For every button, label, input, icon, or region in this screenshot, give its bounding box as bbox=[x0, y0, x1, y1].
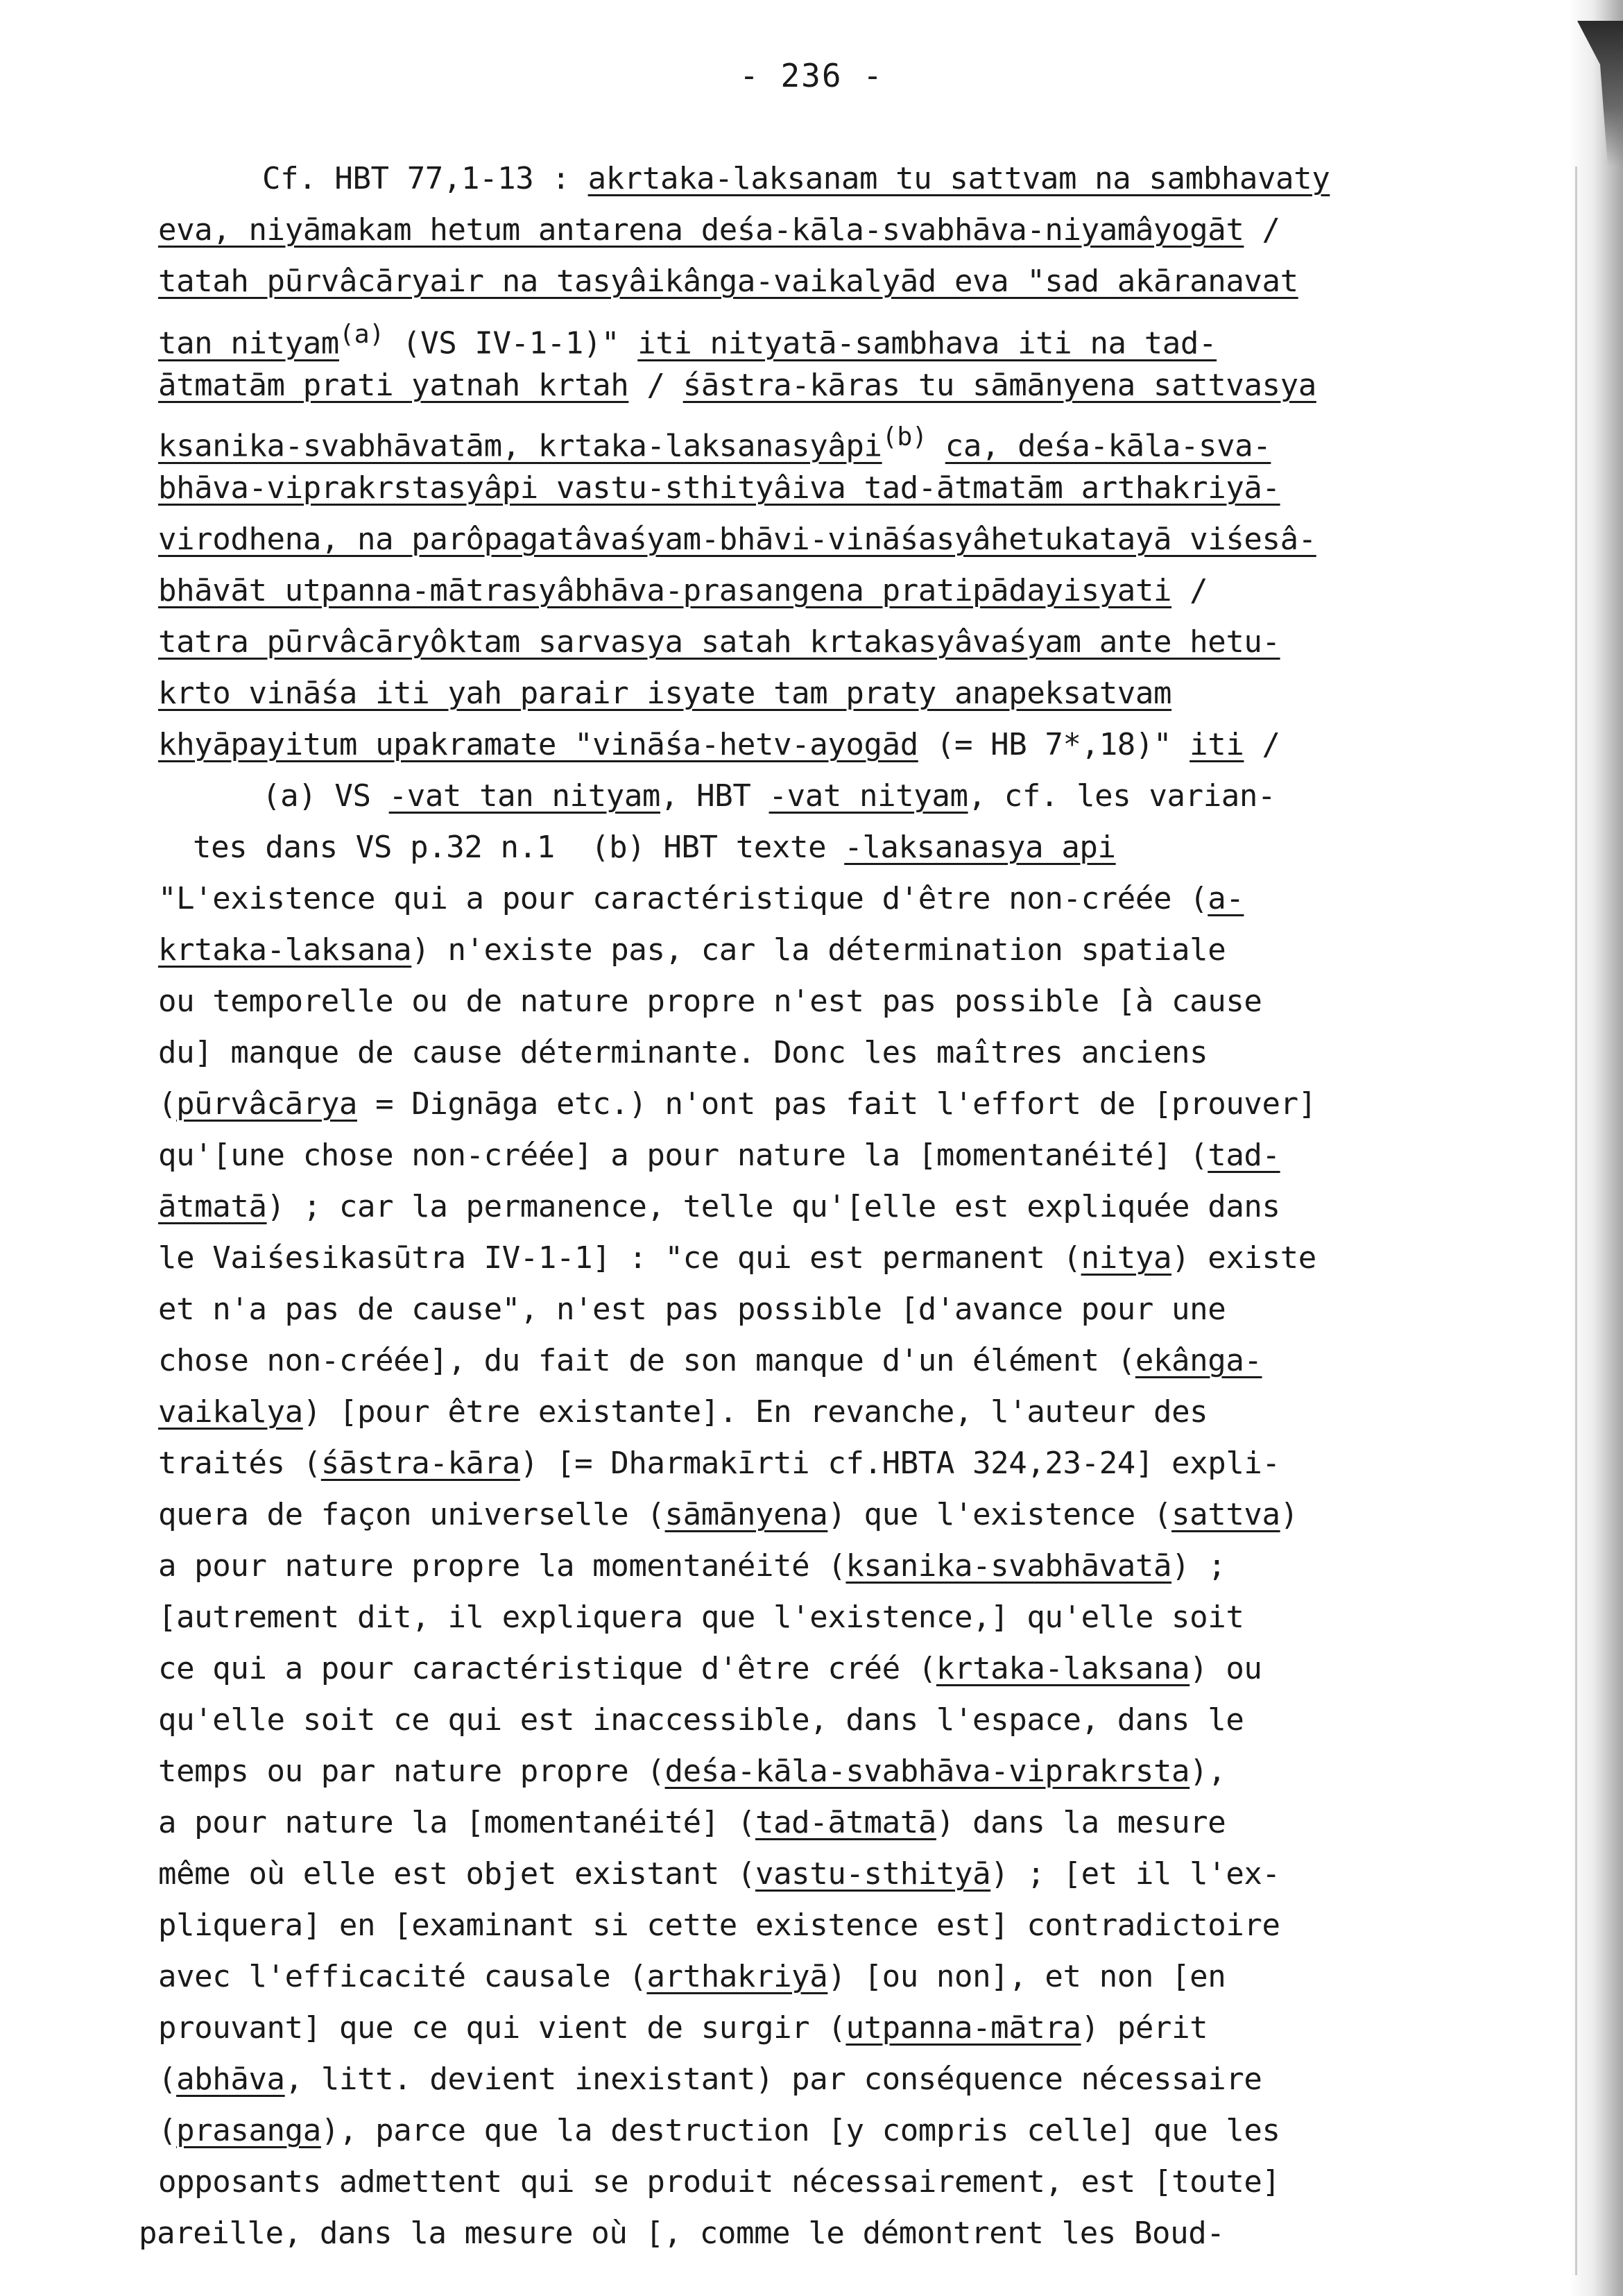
text-line bbox=[158, 1699, 1244, 1741]
text-segment: ) dans la mesure bbox=[936, 1805, 1226, 1840]
text-segment: pliquera] en [examinant si cette existence est] contradictoire bbox=[158, 1908, 1280, 1943]
underlined-term: krtaka-laksana bbox=[158, 932, 412, 968]
text-segment: (a) VS bbox=[262, 778, 389, 814]
text-segment: du] manque de cause déterminante. Donc les maîtres anciens bbox=[158, 1035, 1208, 1070]
text-segment: a pour nature propre la momentanéité ( bbox=[158, 1548, 846, 1584]
page-edge-line bbox=[1575, 166, 1577, 2275]
text-segment: a pour nature la [momentanéité] ( bbox=[158, 1805, 755, 1840]
underlined-term: prasanga bbox=[176, 2113, 321, 2148]
text-segment: (VS IV-1-1)" bbox=[384, 325, 638, 361]
text-line bbox=[158, 1289, 1226, 1330]
text-segment: ), parce que la destruction [y compris celle] que les bbox=[320, 2113, 1280, 2148]
underlined-term: sāmānyena bbox=[664, 1497, 828, 1532]
text-line bbox=[158, 1751, 1226, 1792]
text-segment: temps ou par nature propre ( bbox=[158, 1754, 665, 1789]
text-segment: / bbox=[1244, 212, 1280, 248]
text-segment: qu'[une chose non-créée] a pour nature la [momentanéité] ( bbox=[158, 1138, 1208, 1173]
page-number: - 236 - bbox=[739, 57, 884, 94]
text-line bbox=[158, 1135, 1280, 1176]
underlined-term: -laksanasya api bbox=[844, 830, 1116, 865]
text-segment: ) ; car la permanence, telle qu'[elle est expliquée dans bbox=[266, 1189, 1280, 1224]
underlined-term: ātmatā bbox=[158, 1189, 267, 1224]
underlined-term: vaikalya bbox=[158, 1394, 303, 1430]
footnote-marker: (b) bbox=[882, 422, 927, 452]
text-segment: / bbox=[1244, 727, 1280, 762]
underlined-term: ca, deśa-kāla-sva- bbox=[945, 428, 1271, 464]
text-line bbox=[262, 158, 1330, 200]
text-segment: même où elle est objet existant ( bbox=[158, 1856, 755, 1892]
text-segment: Cf. HBT 77,1-13 : bbox=[262, 161, 588, 196]
text-line bbox=[158, 929, 1226, 971]
text-line bbox=[158, 416, 1271, 468]
text-segment: tes dans VS p.32 n.1 (b) HBT texte bbox=[193, 830, 845, 865]
text-segment: ) [= Dharmakīrti cf.HBTA 324,23-24] expli- bbox=[519, 1446, 1280, 1481]
text-line bbox=[139, 2213, 1224, 2254]
underlined-term: -vat tan nityam bbox=[388, 778, 660, 814]
text-line bbox=[158, 1802, 1226, 1844]
underlined-term: ksanika-svabhāvatām, krtaka-laksanasyâpi bbox=[158, 428, 882, 464]
text-segment: , HBT bbox=[660, 778, 769, 814]
underlined-term: ksanika-svabhāvatā bbox=[845, 1548, 1172, 1584]
text-line bbox=[158, 1032, 1208, 1074]
text-segment: ou temporelle ou de nature propre n'est pas possible [à cause bbox=[158, 984, 1262, 1019]
text-segment: (= HB 7*,18)" bbox=[918, 727, 1190, 762]
text-segment: ) ou bbox=[1190, 1651, 1262, 1686]
text-line bbox=[158, 1597, 1244, 1638]
text-segment: = Dignāga etc.) n'ont pas fait l'effort de [prouver] bbox=[357, 1086, 1316, 1122]
text-segment: pareille, dans la mesure où [, comme le démontrent les Boud- bbox=[139, 2216, 1225, 2251]
text-line bbox=[158, 1494, 1298, 1536]
text-line bbox=[158, 1956, 1226, 1998]
text-line bbox=[158, 2110, 1280, 2152]
text-segment: ( bbox=[158, 2062, 177, 2097]
text-line bbox=[158, 1391, 1208, 1433]
text-line bbox=[158, 1905, 1280, 1946]
text-segment: , cf. les varian- bbox=[968, 778, 1276, 814]
underlined-term: tatra pūrvâcāryôktam sarvasya satah krtakasyâvaśyam ante hetu- bbox=[158, 624, 1280, 660]
text-line bbox=[158, 1340, 1262, 1382]
underlined-term: utpanna-mātra bbox=[845, 2010, 1081, 2046]
text-line bbox=[158, 314, 1217, 365]
text-line bbox=[158, 622, 1280, 663]
text-segment: ) que l'existence ( bbox=[827, 1497, 1172, 1532]
text-line bbox=[158, 1083, 1316, 1125]
text-line bbox=[158, 2007, 1208, 2049]
underlined-term: arthakriyā bbox=[646, 1959, 828, 1994]
text-line bbox=[262, 776, 1276, 817]
underlined-term: eva, niyāmakam hetum antarena deśa-kāla-svabhāva-niyamâyogāt bbox=[158, 212, 1244, 248]
underlined-term: vastu-sthityā bbox=[755, 1856, 991, 1892]
text-segment: ) périt bbox=[1081, 2010, 1208, 2046]
text-segment: ), bbox=[1190, 1754, 1226, 1789]
text-line bbox=[158, 261, 1298, 302]
text-segment: prouvant] que ce qui vient de surgir ( bbox=[158, 2010, 846, 2046]
text-line bbox=[158, 1237, 1316, 1279]
underlined-term: iti nityatā-sambhava iti na tad- bbox=[637, 325, 1217, 361]
text-line bbox=[158, 673, 1171, 714]
text-segment: quera de façon universelle ( bbox=[158, 1497, 665, 1532]
text-segment bbox=[927, 429, 945, 464]
text-segment: ) n'existe pas, car la détermination spatiale bbox=[411, 932, 1226, 968]
text-line bbox=[158, 1853, 1280, 1895]
underlined-term: virodhena, na parôpagatâvaśyam-bhāvi-vināśasyâhetukatayā viśesâ- bbox=[158, 522, 1316, 557]
text-segment: traités ( bbox=[158, 1446, 321, 1481]
footnote-marker: (a) bbox=[338, 319, 384, 349]
underlined-term: deśa-kāla-svabhāva-viprakrsta bbox=[664, 1754, 1190, 1789]
text-line bbox=[158, 1648, 1262, 1690]
text-segment: ( bbox=[158, 2113, 177, 2148]
text-line bbox=[158, 519, 1316, 560]
text-line bbox=[158, 2059, 1262, 2100]
text-segment: "L'existence qui a pour caractéristique d'être non-créée ( bbox=[158, 881, 1208, 916]
underlined-term: ātmatām prati yatnah krtah bbox=[158, 368, 629, 403]
underlined-term: bhāvāt utpanna-mātrasyâbhāva-prasangena pratipādayisyati bbox=[158, 573, 1172, 608]
underlined-term: bhāva-viprakrstasyâpi vastu-sthityâiva tad-ātmatām arthakriyā- bbox=[158, 470, 1280, 506]
text-line bbox=[158, 570, 1208, 612]
text-segment: ) bbox=[1280, 1497, 1298, 1532]
text-line bbox=[158, 878, 1244, 920]
underlined-term: ekânga- bbox=[1135, 1343, 1262, 1378]
text-segment: ) ; bbox=[1171, 1548, 1226, 1584]
text-line bbox=[158, 1443, 1280, 1484]
underlined-term: tad-ātmatā bbox=[755, 1805, 936, 1840]
underlined-term: krto vināśa iti yah parair isyate tam praty anapeksatvam bbox=[158, 676, 1172, 711]
underlined-term: tatah pūrvâcāryair na tasyâikânga-vaikalyād eva "sad akāranavat bbox=[158, 264, 1298, 299]
underlined-term: nitya bbox=[1081, 1240, 1172, 1276]
text-segment: opposants admettent qui se produit nécessairement, est [toute] bbox=[158, 2164, 1280, 2200]
underlined-term: abhāva bbox=[176, 2062, 285, 2097]
text-line bbox=[158, 1545, 1226, 1587]
text-segment: ( bbox=[158, 1086, 177, 1122]
text-line bbox=[193, 827, 1116, 868]
text-line bbox=[158, 209, 1280, 251]
text-segment: qu'elle soit ce qui est inaccessible, dans l'espace, dans le bbox=[158, 1702, 1244, 1738]
underlined-term: pūrvâcārya bbox=[176, 1086, 357, 1122]
underlined-term: krtaka-laksana bbox=[936, 1651, 1190, 1686]
text-segment: chose non-créée], du fait de son manque d'un élément ( bbox=[158, 1343, 1135, 1378]
text-line bbox=[158, 1186, 1280, 1228]
text-segment: / bbox=[628, 368, 683, 403]
text-segment: , litt. devient inexistant) par conséquence nécessaire bbox=[284, 2062, 1262, 2097]
text-segment: le Vaiśesikasūtra IV-1-1] : "ce qui est permanent ( bbox=[158, 1240, 1081, 1276]
text-segment: et n'a pas de cause", n'est pas possible [d'avance pour une bbox=[158, 1292, 1226, 1327]
text-segment: ce qui a pour caractéristique d'être créé ( bbox=[158, 1651, 936, 1686]
text-segment: ) ; [et il l'ex- bbox=[990, 1856, 1280, 1892]
text-segment: ) existe bbox=[1171, 1240, 1316, 1276]
underlined-term: a- bbox=[1208, 881, 1244, 916]
text-segment: avec l'efficacité causale ( bbox=[158, 1959, 647, 1994]
underlined-term: iti bbox=[1190, 727, 1244, 762]
text-line bbox=[158, 468, 1280, 509]
text-segment: [autrement dit, il expliquera que l'existence,] qu'elle soit bbox=[158, 1600, 1244, 1635]
text-line bbox=[158, 2161, 1280, 2203]
text-line bbox=[158, 724, 1280, 766]
underlined-term: tan nityam bbox=[158, 325, 339, 361]
text-line bbox=[158, 981, 1262, 1022]
underlined-term: tad- bbox=[1208, 1138, 1280, 1173]
text-line bbox=[158, 365, 1316, 406]
underlined-term: -vat nityam bbox=[768, 778, 968, 814]
text-segment: ) [pour être existante]. En revanche, l'auteur des bbox=[302, 1394, 1208, 1430]
underlined-term: śāstra-kāra bbox=[320, 1446, 520, 1481]
underlined-term: khyāpayitum upakramate "vināśa-hetv-ayogād bbox=[158, 727, 918, 762]
underlined-term: sattva bbox=[1171, 1497, 1280, 1532]
underlined-term: akrtaka-laksanam tu sattvam na sambhavaty bbox=[587, 161, 1330, 196]
text-segment: ) [ou non], et non [en bbox=[827, 1959, 1226, 1994]
underlined-term: śāstra-kāras tu sāmānyena sattvasya bbox=[682, 368, 1316, 403]
text-segment: / bbox=[1171, 573, 1208, 608]
